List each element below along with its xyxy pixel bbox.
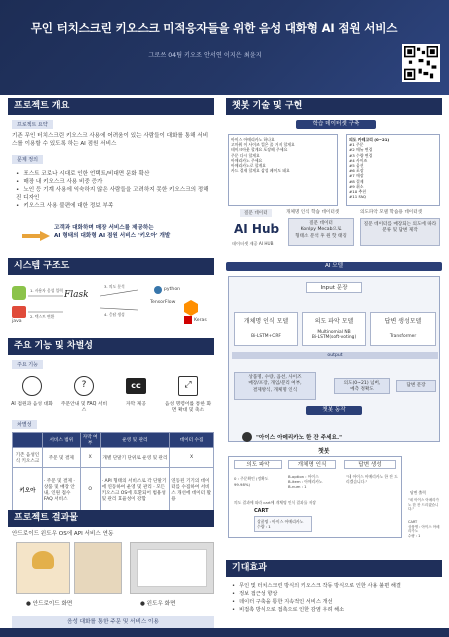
problem-tag: 문제 정의 — [12, 155, 43, 164]
zoom-icon: ⤢ — [178, 376, 198, 396]
answer-model-box: 답변 생성모델 Transformer — [370, 312, 436, 346]
aihub-logo: AI Hub — [234, 222, 280, 236]
java-icon — [12, 306, 26, 318]
faq-icon: ? — [74, 376, 94, 396]
problem-list — [16, 170, 212, 210]
list-item: • 무인 및 터치스크린 방식의 키오스크 작동 방식으로 인한 사용 불편 해결 — [232, 582, 440, 590]
overview-heading: 프로젝트 개요 — [8, 98, 214, 115]
results-heading: 프로젝트 결과물 — [8, 510, 214, 527]
feature-label: AI 점원과 음성 대화 — [11, 402, 53, 407]
flow-bot-label: 챗봇 — [318, 448, 330, 455]
cart-label: CART — [254, 508, 269, 514]
flow-ner-box: 개체명 인식 — [288, 460, 336, 469]
func-tag: 주요 기능 — [12, 360, 43, 369]
preprocess2-box: 질문 데이터를 매장되는 의도에 따라 분류 및 답변 제작 — [360, 218, 440, 246]
poster-authors: 그로쓰 04팀 키오조 안서연 이지은 최윤지 — [148, 52, 262, 59]
cart-box: 상품명 : 아이스 아메리카노 수량 : 1 — [254, 516, 312, 532]
summary-tag: 프로젝트 요약 — [12, 120, 53, 129]
flow-note: 의도 결과에 따라 cart에 개체명 인식 결과를 저장 — [234, 500, 316, 505]
feature-label: 주문안내 및 FAQ 서비스 — [60, 402, 108, 413]
caption-icon: cc — [126, 378, 146, 394]
tensorflow-icon — [184, 300, 198, 316]
list-item: • 데이터 구축을 통한 지속적인 서비스 개선 — [232, 598, 440, 606]
bottom-bar — [0, 628, 449, 637]
ner-output-box: 상품명, 수량, 옵션, 사이즈 매장/포장, 개임/분리 여부, 결제방식, 개체명 인식 — [234, 372, 316, 400]
chatbot-heading: 챗봇 기술 및 구현 — [226, 98, 442, 115]
features-heading: 주요 기능 및 차별성 — [8, 338, 214, 355]
flow-note: 3. 의도 분석 — [104, 284, 125, 289]
flow-note: 2. 텍스트 변환 — [30, 314, 55, 319]
intent-ds-label: 의도파악 모델 학습용 데이터셋 — [360, 210, 423, 215]
feature-label: 자막 제공 — [125, 402, 147, 407]
model-panel — [228, 276, 440, 442]
ai-chat-icon — [22, 376, 42, 396]
model-tag: AI 모델 — [226, 262, 442, 271]
flow-intent-box: 의도 파악 — [234, 460, 282, 469]
preprocess-box: 질문 데이터 Konlpy Mecab으로 형태소 분석 후 원 핫 태깅 — [288, 218, 354, 246]
poster-header — [0, 0, 449, 95]
intent-output-box: 의도(0~21) 넘버, 예측 정확도 — [334, 378, 390, 394]
burger-icon — [32, 551, 54, 569]
goal-arrow-icon — [22, 226, 50, 245]
window-label: ● 윈도우 화면 — [140, 601, 176, 607]
aihub-label: 데이터셋 제공 AI HUB — [232, 241, 274, 246]
table-header: 운영 및 관리 — [100, 433, 170, 448]
system-diagram — [8, 276, 218, 326]
dataset-tag: 학습 데이터셋 구축 — [296, 120, 376, 129]
effect-heading: 기대효과 — [226, 560, 442, 577]
ner-model-box: 개체명 인식 모델 Bi-LSTM+CRF — [234, 312, 298, 346]
input-box: Input 문장 — [306, 282, 362, 293]
android-screenshot — [74, 542, 122, 594]
table-row: 키오아 · 주문 및 결제 · 상품 및 매장 안내, 인원 접수 FAQ 서비스 O · API 형태의 서비스로 각 단말기에 연동하여 운영 및 관리 · 모든 키오스크 OS에 호환되어 범용성 및 관리 효율성이 강함 연동된 기기의 데이터를 수집하여 서비스 개선에 데이터 활용 — [13, 468, 214, 512]
intent-model-box: 의도 파악 모델 Multinomial NB Bi-LSTM(soft-voting) — [302, 312, 366, 346]
keras-icon — [184, 316, 192, 324]
flow-user-utterance: "아이스 아메리카노 한 잔 주세요." — [256, 435, 342, 441]
table-header: 서비스 범위 — [42, 433, 80, 448]
list-item: • 정보 접근성 향상 — [232, 590, 440, 598]
window-screenshot — [130, 542, 214, 594]
table-header — [13, 433, 43, 448]
question-data-label: 질문 데이터 — [240, 209, 272, 217]
labeling-label: 개체명 인식 학습 데이터셋 — [286, 210, 340, 215]
flow-tag: 챗봇 동작 — [306, 406, 362, 415]
sample-dataset-box: 아이스 아메리카노 하나요 고마워 이 사이즈 컵은 줄 거지 할게요 테이크아웃 할게요 포장해 주세요 주문 다시 할게요 아메리카노 주세요 아메리카노로 할게요 카드 결제 할게요 삼성 페이도 돼요 — [228, 134, 338, 206]
java-label: java — [12, 319, 22, 324]
android-screenshot — [16, 542, 70, 594]
feature-icons — [8, 374, 218, 416]
tensorflow-label: TensorFlow — [150, 300, 176, 305]
answer-output-box: 답변 문장 — [396, 380, 436, 392]
feature-label: 음성 명령어를 통한 화면 확대 및 축소 — [164, 402, 212, 413]
results-subtitle: 안드로이드 윈도우 OS에 API 서비스 연동 — [12, 531, 114, 537]
table-header: 데이터 수집 — [170, 433, 214, 448]
flask-label: Flask — [64, 290, 89, 300]
flow-note: 1. 사용자 음성 입력 — [30, 288, 63, 293]
diff-table — [12, 432, 214, 512]
flow-intent-result: 0 : 주문확인 (정확도 99.98%) — [234, 476, 269, 487]
cart-side-text: CART 상품명 : 아이스 아메리카노 수량 : 1 — [408, 520, 440, 538]
flow-answer-result: "네 아이스 아메리카노 한 잔 드리겠습니다." — [346, 474, 398, 484]
list-item: • 매장 내 키오스크 사용 비중 증가 — [16, 178, 212, 186]
summary-text: 기존 무인 터치스크린 키오스크 사용에 어려움이 있는 사람들이 대화를 통해 서비스를 이용할 수 있도록 하는 AI 점원 서비스 — [12, 133, 209, 147]
flow-ner-result: B-option : 아이스 B-item : 아메리카노 B-num : 1 — [288, 474, 323, 489]
list-item: • 비접촉 방식으로 접촉으로 인한 감염 우려 해소 — [232, 606, 440, 614]
diff-tag: 차별성 — [12, 420, 37, 429]
effect-list — [232, 582, 440, 614]
poster-title: 무인 터치스크린 키오스크 미적응자들을 위한 음성 대화형 AI 점원 서비스 — [30, 21, 398, 35]
qr-code-icon[interactable] — [402, 44, 440, 82]
answer-out-label: 답변 출력 — [410, 490, 426, 495]
results-caption: 음성 대화를 통한 주문 및 서비스 이용 — [12, 616, 214, 628]
android-label: ● 안드로이드 화면 — [26, 601, 73, 607]
user-icon — [242, 432, 252, 442]
table-row: 기존 음성인식 키오스크 주문 및 결제 X 개별 단말기 단위로 운영 및 관리 X — [13, 448, 214, 468]
list-item: • 키오스크 사용 불편에 대한 정보 부족 — [16, 202, 212, 210]
system-heading: 시스템 구조도 — [8, 258, 214, 275]
flow-note: 4. 응답 생성 — [104, 312, 125, 317]
table-header: 자막 여부 — [80, 433, 100, 448]
android-icon — [12, 286, 26, 300]
list-item: • 포스트 코로나 시대로 인한 언택트/비대면 문화 확산 — [16, 170, 212, 178]
goal-text: 고객과 대화하며 매장 서비스를 제공하는 AI 형태의 대화형 AI 점원 서비스 '키오아' 개발 — [54, 225, 171, 239]
list-item: • 노인 등 기계 사용에 익숙하지 않은 사람들을 고려하지 못한 키오스크의 정해진 디자인 — [16, 186, 212, 202]
python-icon — [154, 286, 162, 294]
answer-side-text: "네 아이스 아메리카노 한 잔 드리겠습니다." — [408, 498, 439, 512]
intent-dataset-box: 의도 카테고리 (0~21) #1 주문 #2 메뉴 변경 #3 수량 변경 #4 사이즈 #5 옵션 #6 포장 #7 매장 #8 결제 #9 취소 #10 추천 #11 FAQ — [346, 134, 440, 206]
output-bar: output — [232, 352, 438, 359]
python-label: python — [164, 287, 181, 292]
keras-label: Keras — [194, 318, 207, 323]
flow-answer-box: 답변 생성 — [344, 460, 396, 469]
